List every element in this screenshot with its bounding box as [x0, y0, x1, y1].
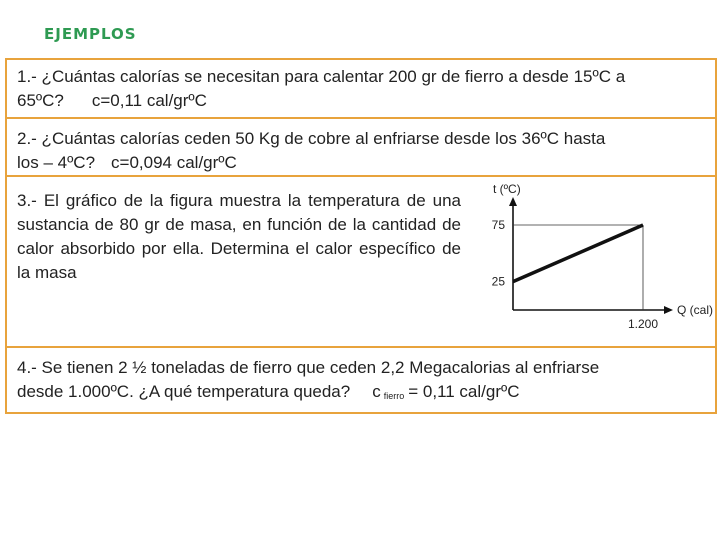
question-3-text: 3.- El gráfico de la figura muestra la temperatura de una sustancia de 80 gr de masa, en función de la cantidad de calor absorbido por ella. Determina el calor específico de la masa	[17, 191, 461, 282]
page-title: EJEMPLOS	[44, 25, 137, 43]
x-tick-label: 1.200	[627, 317, 659, 331]
question-1-specific-heat: c=0,11 cal/grºC	[91, 91, 207, 110]
question-4-specific-heat: = 0,11 cal/grºC	[408, 382, 520, 401]
question-4-line-2a: desde 1.000ºC. ¿A qué temperatura queda?	[17, 382, 351, 401]
question-1	[17, 65, 707, 113]
x-axis-label: Q (cal)	[677, 303, 713, 317]
question-4-line-1: 4.- Se tienen 2 ½ toneladas de fierro que ceden 2,2 Megacalorias al enfriarse	[17, 358, 600, 377]
example-row-4	[7, 350, 715, 412]
y-tick-label: 25	[491, 274, 505, 289]
y-tick-label: 75	[491, 218, 505, 232]
x-axis-arrow	[664, 306, 673, 314]
y-axis-arrow	[509, 197, 517, 206]
example-row-3	[7, 179, 715, 348]
question-4-c-subscript: fierro	[383, 391, 405, 401]
y-axis-label: t (ºC)	[493, 182, 521, 196]
question-2-line-1: 2.- ¿Cuántas calorías ceden 50 Kg de cobre al enfriarse desde los 36ºC hasta	[17, 129, 606, 148]
question-4-c-symbol: c	[372, 382, 381, 401]
question-2-line-2a: los – 4ºC?	[17, 153, 96, 172]
question-2	[17, 127, 707, 175]
question-4	[17, 356, 707, 408]
example-row-2	[7, 121, 715, 177]
question-1-line-2a: 65ºC?	[17, 91, 64, 110]
series-line	[513, 225, 643, 282]
example-row-1	[7, 60, 715, 119]
question-2-specific-heat: c=0,094 cal/grºC	[111, 153, 237, 172]
temperature-vs-heat-chart	[477, 182, 713, 345]
question-1-line-1: 1.- ¿Cuántas calorías se necesitan para calentar 200 gr de fierro a desde 15ºC a	[17, 67, 626, 86]
examples-table	[5, 58, 717, 414]
